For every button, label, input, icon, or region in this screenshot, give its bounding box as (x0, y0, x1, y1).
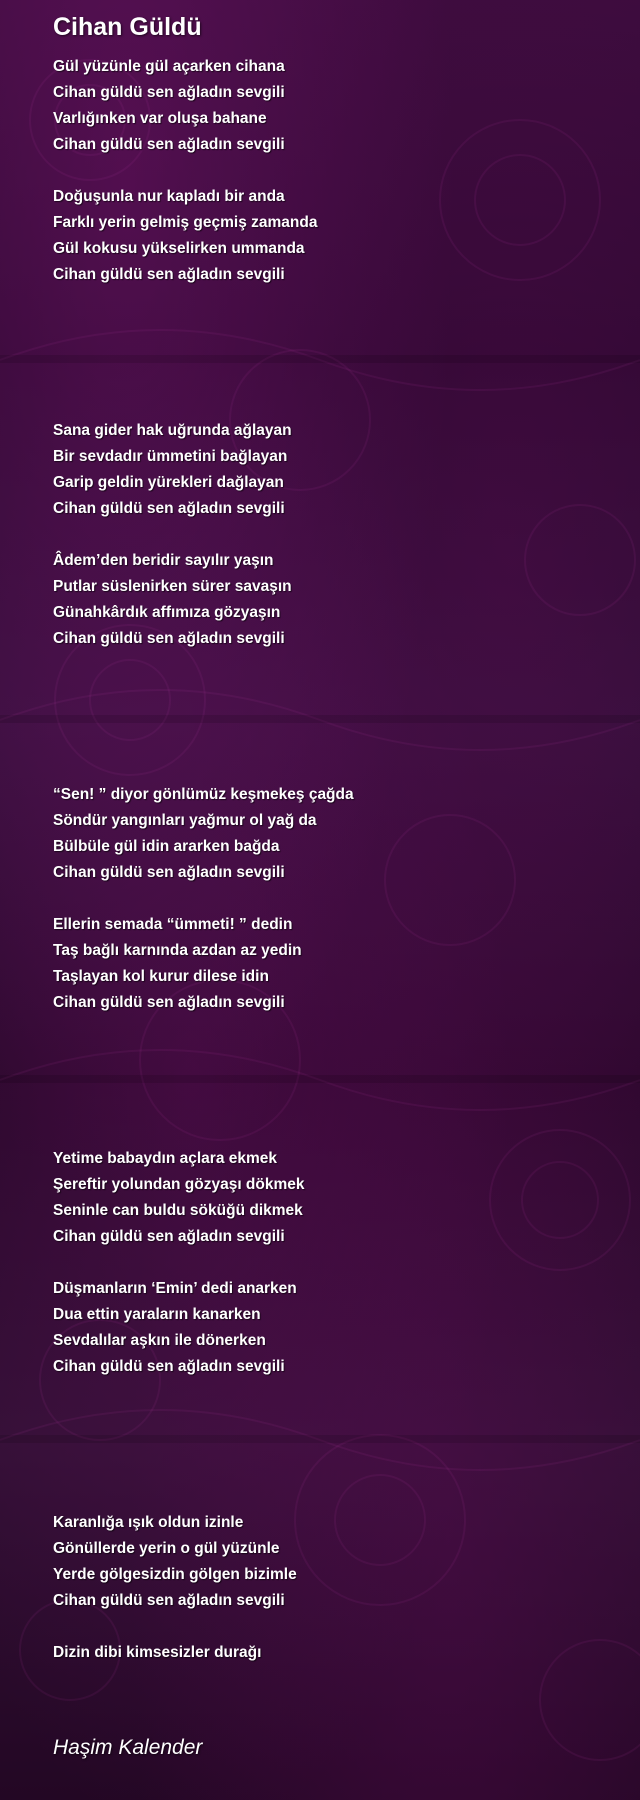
poem-line: Taşlayan kol kurur dilese idin (53, 968, 269, 985)
poem-line: Yetime babaydın açlara ekmek (53, 1150, 278, 1167)
poem-line: Düşmanların ‘Emin’ dedi anarken (53, 1280, 297, 1297)
stanza (53, 912, 613, 1016)
poem-line: Cihan güldü sen ağladın sevgili (53, 630, 285, 647)
stanza (53, 184, 613, 288)
section-gap (53, 652, 613, 782)
poem-line: Farklı yerin gelmiş geçmiş zamanda (53, 214, 318, 231)
stanza-gap (53, 1614, 613, 1640)
stanza (53, 782, 613, 886)
section-gap (53, 1016, 613, 1146)
poem-line: Putlar süslenirken sürer savaşın (53, 578, 292, 595)
poem-line: Taş bağlı karnında azdan az yedin (53, 942, 302, 959)
poem-title: Cihan Güldü (53, 13, 202, 41)
poem-line: Gül kokusu yükselirken ummanda (53, 240, 305, 257)
stanza-gap (53, 1250, 613, 1276)
poem-line: Ellerin semada “ümmeti! ” dedin (53, 916, 293, 933)
poem-line: Cihan güldü sen ağladın sevgili (53, 1592, 285, 1609)
poem-line: Doğuşunla nur kapladı bir anda (53, 188, 285, 205)
stanza-gap (53, 886, 613, 912)
poem-line: Seninle can buldu söküğü dikmek (53, 1202, 303, 1219)
poem-line: Cihan güldü sen ağladın sevgili (53, 994, 285, 1011)
poem-line: Cihan güldü sen ağladın sevgili (53, 864, 285, 881)
poem-author: Haşim Kalender (53, 1736, 203, 1759)
poem-line: Sevdalılar aşkın ile dönerken (53, 1332, 266, 1349)
poem-line: “Sen! ” diyor gönlümüz keşmekeş çağda (53, 786, 354, 803)
section-gap (53, 1380, 613, 1510)
stanza (53, 548, 613, 652)
poem-body (53, 54, 613, 1666)
stanza (53, 1146, 613, 1250)
poem-line: Söndür yangınları yağmur ol yağ da (53, 812, 317, 829)
poem-line: Şereftir yolundan gözyaşı dökmek (53, 1176, 305, 1193)
poem-line: Cihan güldü sen ağladın sevgili (53, 266, 285, 283)
stanza-gap (53, 158, 613, 184)
poem-line: Günahkârdık affımıza gözyaşın (53, 604, 281, 621)
poem-line: Âdem’den beridir sayılır yaşın (53, 552, 274, 569)
poem-line: Bir sevdadır ümmetini bağlayan (53, 448, 288, 465)
stanza (53, 54, 613, 158)
poem-line: Cihan güldü sen ağladın sevgili (53, 84, 285, 101)
poem-line: Cihan güldü sen ağladın sevgili (53, 136, 285, 153)
poem-line: Yerde gölgesizdin gölgen bizimle (53, 1566, 297, 1583)
poem (53, 10, 613, 1666)
poem-line: Garip geldin yürekleri dağlayan (53, 474, 284, 491)
poem-line: Cihan güldü sen ağladın sevgili (53, 1228, 285, 1245)
stanza (53, 1640, 613, 1666)
section-gap (53, 288, 613, 418)
poem-line: Cihan güldü sen ağladın sevgili (53, 500, 285, 517)
stanza-gap (53, 522, 613, 548)
poem-line: Sana gider hak uğrunda ağlayan (53, 422, 292, 439)
poem-line: Dua ettin yaraların kanarken (53, 1306, 261, 1323)
stanza (53, 1510, 613, 1614)
poem-line: Dizin dibi kimsesizler durağı (53, 1644, 262, 1661)
poem-line: Gül yüzünle gül açarken cihana (53, 58, 285, 75)
poem-line: Gönüllerde yerin o gül yüzünle (53, 1540, 280, 1557)
stanza (53, 418, 613, 522)
poem-line: Cihan güldü sen ağladın sevgili (53, 1358, 285, 1375)
poem-line: Bülbüle gül idin ararken bağda (53, 838, 280, 855)
poem-line: Karanlığa ışık oldun izinle (53, 1514, 244, 1531)
stanza (53, 1276, 613, 1380)
poem-line: Varlığınken var oluşa bahane (53, 110, 267, 127)
